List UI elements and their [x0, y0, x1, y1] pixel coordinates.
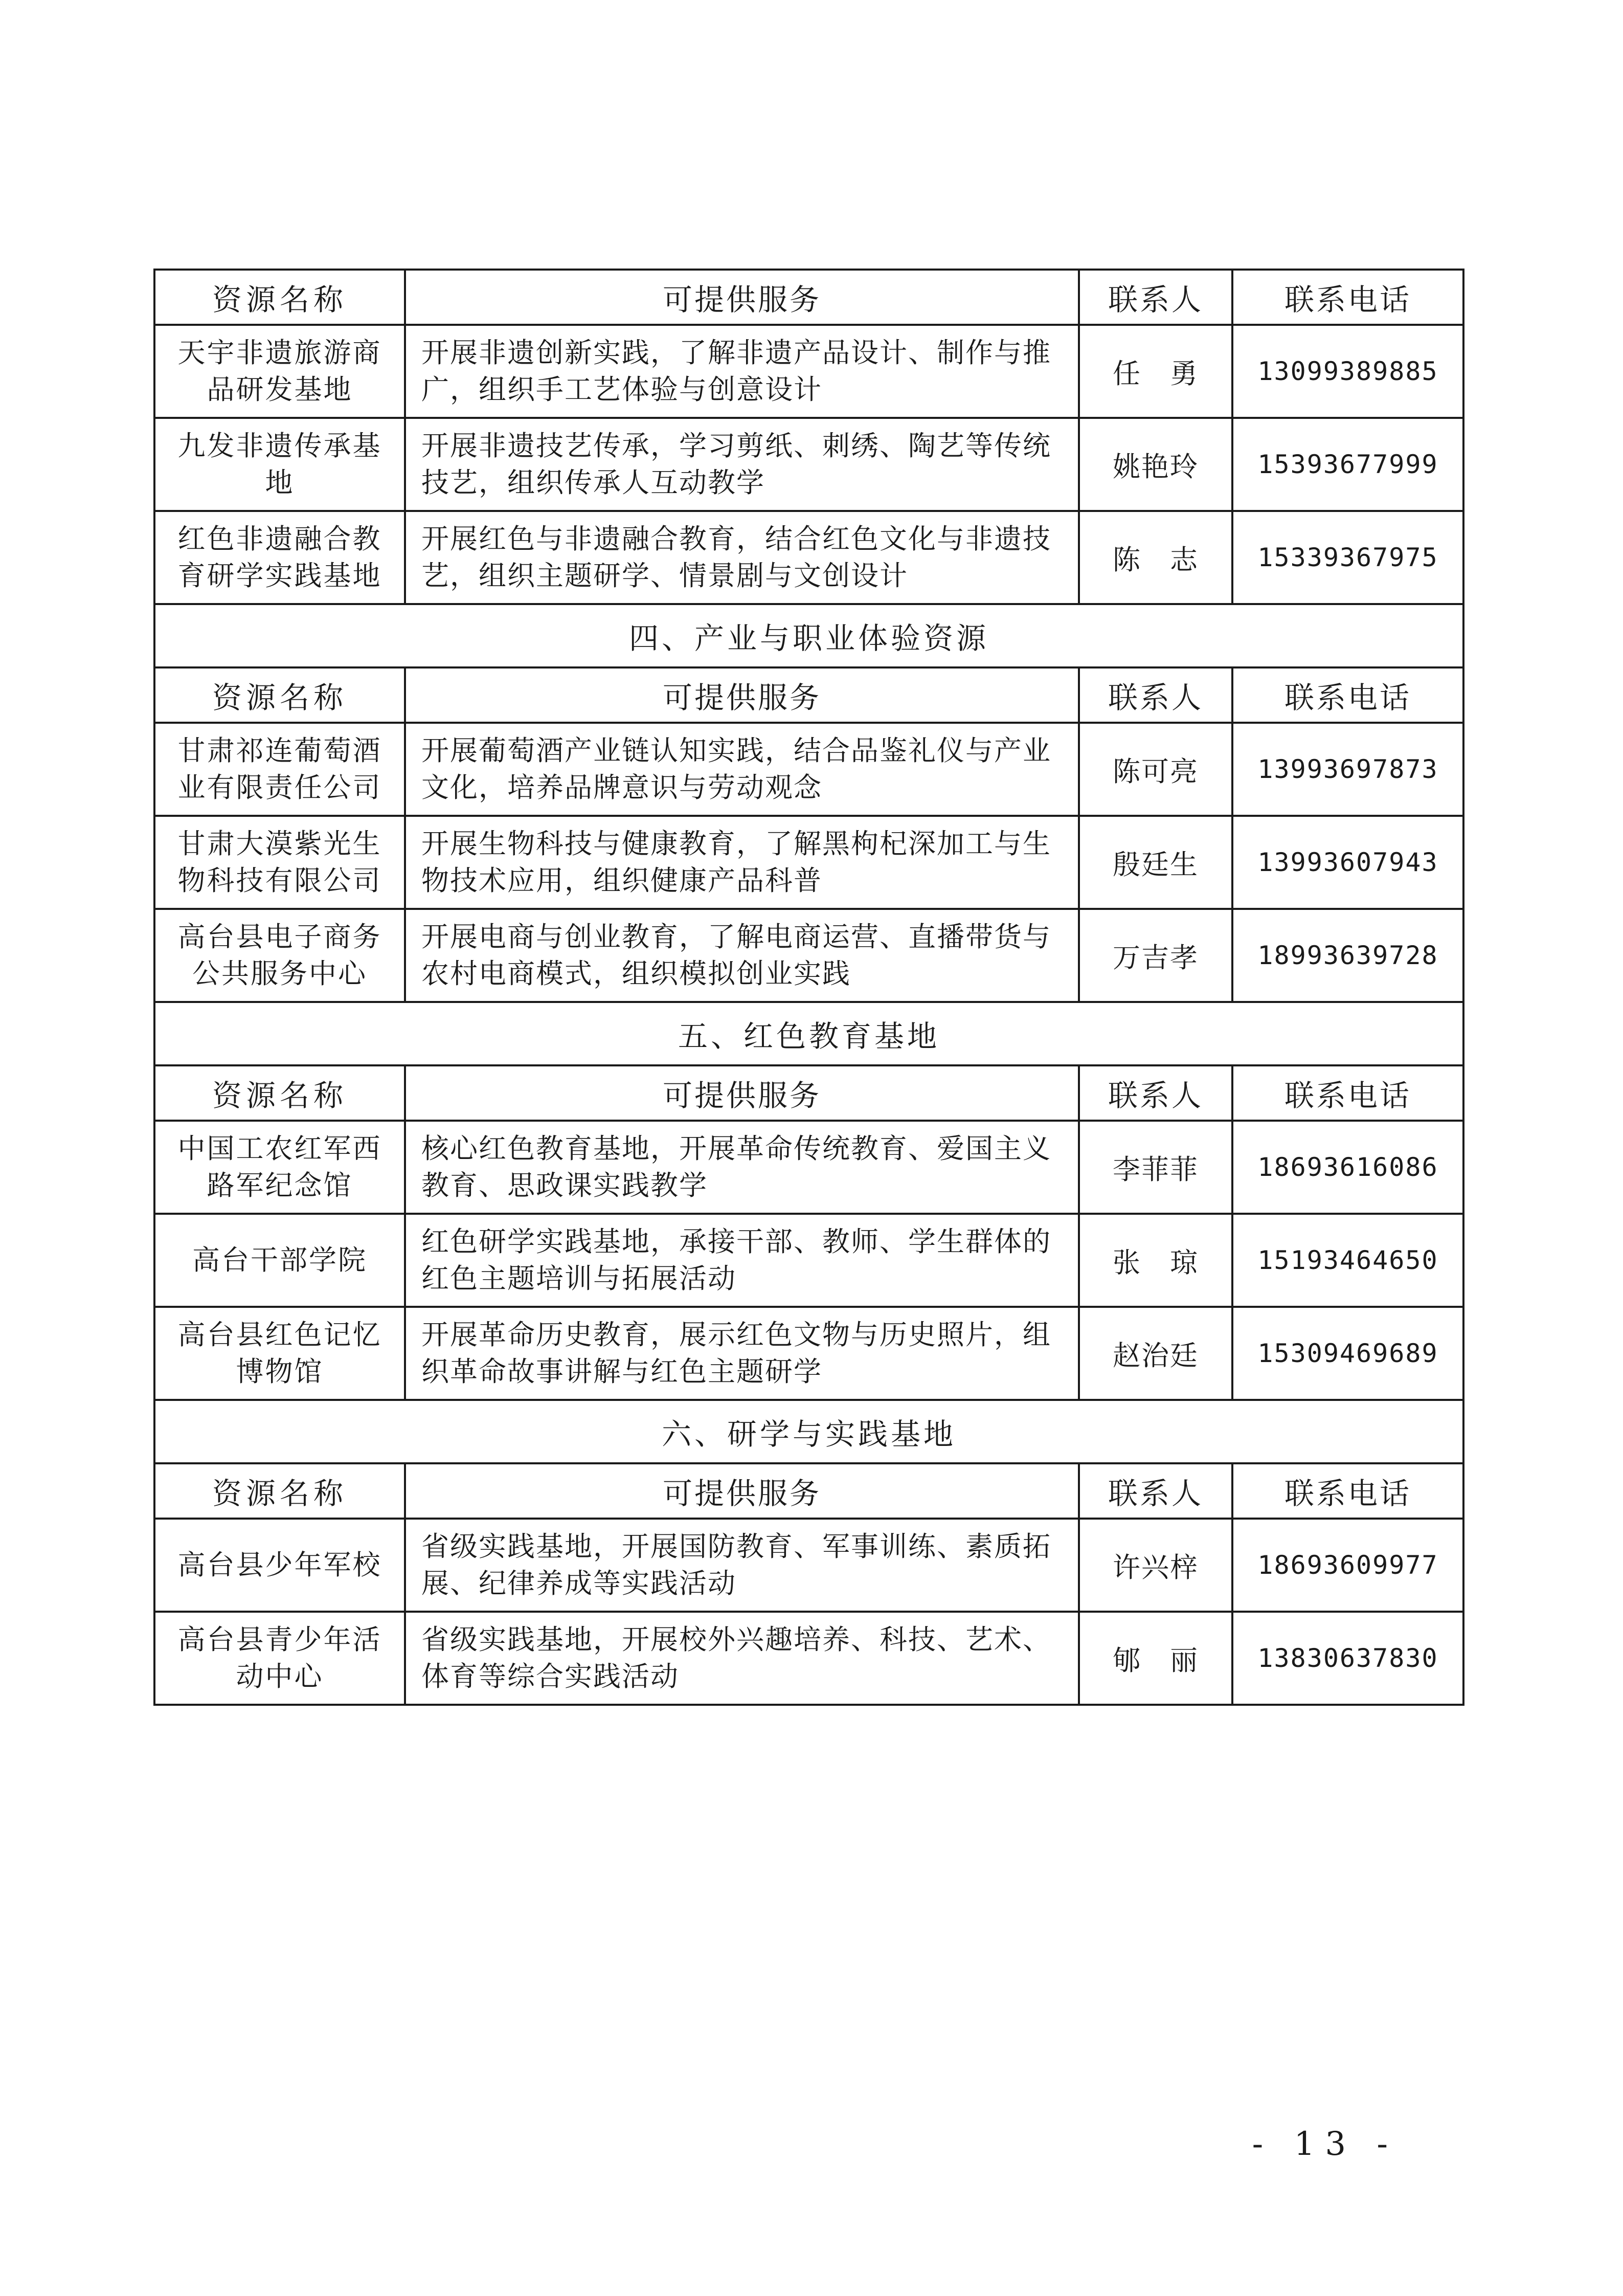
section-title-row [154, 1002, 1463, 1065]
table-header-row [154, 270, 1463, 325]
resource-table-body [154, 270, 1463, 1705]
header-service: 可提供服务 [405, 1065, 1079, 1121]
header-contact-phone: 联系电话 [1232, 667, 1463, 723]
table-row [154, 1612, 1463, 1705]
service-cell: 红色研学实践基地，承接干部、教师、学生群体的红色主题培训与拓展活动 [405, 1214, 1079, 1307]
service-cell: 开展非遗创新实践，了解非遗产品设计、制作与推广，组织手工艺体验与创意设计 [405, 325, 1079, 418]
section-title: 六、研学与实践基地 [154, 1400, 1463, 1463]
service-cell: 开展电商与创业教育，了解电商运营、直播带货与农村电商模式，组织模拟创业实践 [405, 909, 1079, 1002]
resource-name-cell: 高台县少年军校 [154, 1519, 405, 1612]
header-resource-name: 资源名称 [154, 1463, 405, 1519]
service-cell: 省级实践基地，开展国防教育、军事训练、素质拓展、纪律养成等实践活动 [405, 1519, 1079, 1612]
resource-name-cell: 甘肃祁连葡萄酒业有限责任公司 [154, 723, 405, 816]
contact-person-cell: 赵治廷 [1079, 1307, 1232, 1400]
service-cell: 开展葡萄酒产业链认知实践，结合品鉴礼仪与产业文化，培养品牌意识与劳动观念 [405, 723, 1079, 816]
table-row [154, 1214, 1463, 1307]
contact-phone-cell: 18693616086 [1232, 1121, 1463, 1214]
service-cell: 开展非遗技艺传承，学习剪纸、刺绣、陶艺等传统技艺，组织传承人互动教学 [405, 418, 1079, 511]
header-contact-person: 联系人 [1079, 667, 1232, 723]
contact-phone-cell: 18993639728 [1232, 909, 1463, 1002]
contact-person-cell: 殷廷生 [1079, 816, 1232, 909]
table-row [154, 325, 1463, 418]
header-service: 可提供服务 [405, 667, 1079, 723]
table-row [154, 511, 1463, 604]
table-row [154, 909, 1463, 1002]
contact-person-cell: 张 琼 [1079, 1214, 1232, 1307]
section-title-row [154, 604, 1463, 667]
header-resource-name: 资源名称 [154, 667, 405, 723]
contact-phone-cell: 13830637830 [1232, 1612, 1463, 1705]
contact-person-cell: 姚艳玲 [1079, 418, 1232, 511]
section-title-row [154, 1400, 1463, 1463]
header-contact-person: 联系人 [1079, 1463, 1232, 1519]
header-contact-person: 联系人 [1079, 270, 1232, 325]
contact-phone-cell: 13993607943 [1232, 816, 1463, 909]
table-header-row [154, 1065, 1463, 1121]
service-cell: 省级实践基地，开展校外兴趣培养、科技、艺术、体育等综合实践活动 [405, 1612, 1079, 1705]
contact-person-cell: 许兴梓 [1079, 1519, 1232, 1612]
resource-name-cell: 高台县红色记忆博物馆 [154, 1307, 405, 1400]
header-service: 可提供服务 [405, 1463, 1079, 1519]
contact-phone-cell: 15393677999 [1232, 418, 1463, 511]
header-resource-name: 资源名称 [154, 1065, 405, 1121]
resource-name-cell: 高台县电子商务公共服务中心 [154, 909, 405, 1002]
section-title: 五、红色教育基地 [154, 1002, 1463, 1065]
header-resource-name: 资源名称 [154, 270, 405, 325]
header-service: 可提供服务 [405, 270, 1079, 325]
resource-name-cell: 红色非遗融合教育研学实践基地 [154, 511, 405, 604]
resource-name-cell: 中国工农红军西路军纪念馆 [154, 1121, 405, 1214]
table-row [154, 723, 1463, 816]
table-row [154, 816, 1463, 909]
table-header-row [154, 1463, 1463, 1519]
contact-person-cell: 万吉孝 [1079, 909, 1232, 1002]
service-cell: 开展生物科技与健康教育，了解黑枸杞深加工与生物技术应用，组织健康产品科普 [405, 816, 1079, 909]
contact-phone-cell: 15193464650 [1232, 1214, 1463, 1307]
header-contact-person: 联系人 [1079, 1065, 1232, 1121]
contact-person-cell: 任 勇 [1079, 325, 1232, 418]
service-cell: 开展红色与非遗融合教育，结合红色文化与非遗技艺，组织主题研学、情景剧与文创设计 [405, 511, 1079, 604]
header-contact-phone: 联系电话 [1232, 270, 1463, 325]
contact-phone-cell: 15339367975 [1232, 511, 1463, 604]
header-contact-phone: 联系电话 [1232, 1463, 1463, 1519]
table-row [154, 1121, 1463, 1214]
resource-name-cell: 高台县青少年活动中心 [154, 1612, 405, 1705]
contact-person-cell: 陈可亮 [1079, 723, 1232, 816]
contact-phone-cell: 18693609977 [1232, 1519, 1463, 1612]
contact-phone-cell: 13993697873 [1232, 723, 1463, 816]
contact-person-cell: 李菲菲 [1079, 1121, 1232, 1214]
service-cell: 核心红色教育基地，开展革命传统教育、爱国主义教育、思政课实践教学 [405, 1121, 1079, 1214]
contact-phone-cell: 13099389885 [1232, 325, 1463, 418]
header-contact-phone: 联系电话 [1232, 1065, 1463, 1121]
section-title: 四、产业与职业体验资源 [154, 604, 1463, 667]
table-row [154, 418, 1463, 511]
table-row [154, 1307, 1463, 1400]
page-number: - 13 - [1252, 2125, 1398, 2163]
resource-table [153, 269, 1464, 1706]
resource-name-cell: 甘肃大漠紫光生物科技有限公司 [154, 816, 405, 909]
contact-phone-cell: 15309469689 [1232, 1307, 1463, 1400]
table-row [154, 1519, 1463, 1612]
contact-person-cell: 陈 志 [1079, 511, 1232, 604]
table-header-row [154, 667, 1463, 723]
contact-person-cell: 郇 丽 [1079, 1612, 1232, 1705]
resource-name-cell: 高台干部学院 [154, 1214, 405, 1307]
service-cell: 开展革命历史教育，展示红色文物与历史照片，组织革命故事讲解与红色主题研学 [405, 1307, 1079, 1400]
resource-name-cell: 天宇非遗旅游商品研发基地 [154, 325, 405, 418]
resource-name-cell: 九发非遗传承基地 [154, 418, 405, 511]
